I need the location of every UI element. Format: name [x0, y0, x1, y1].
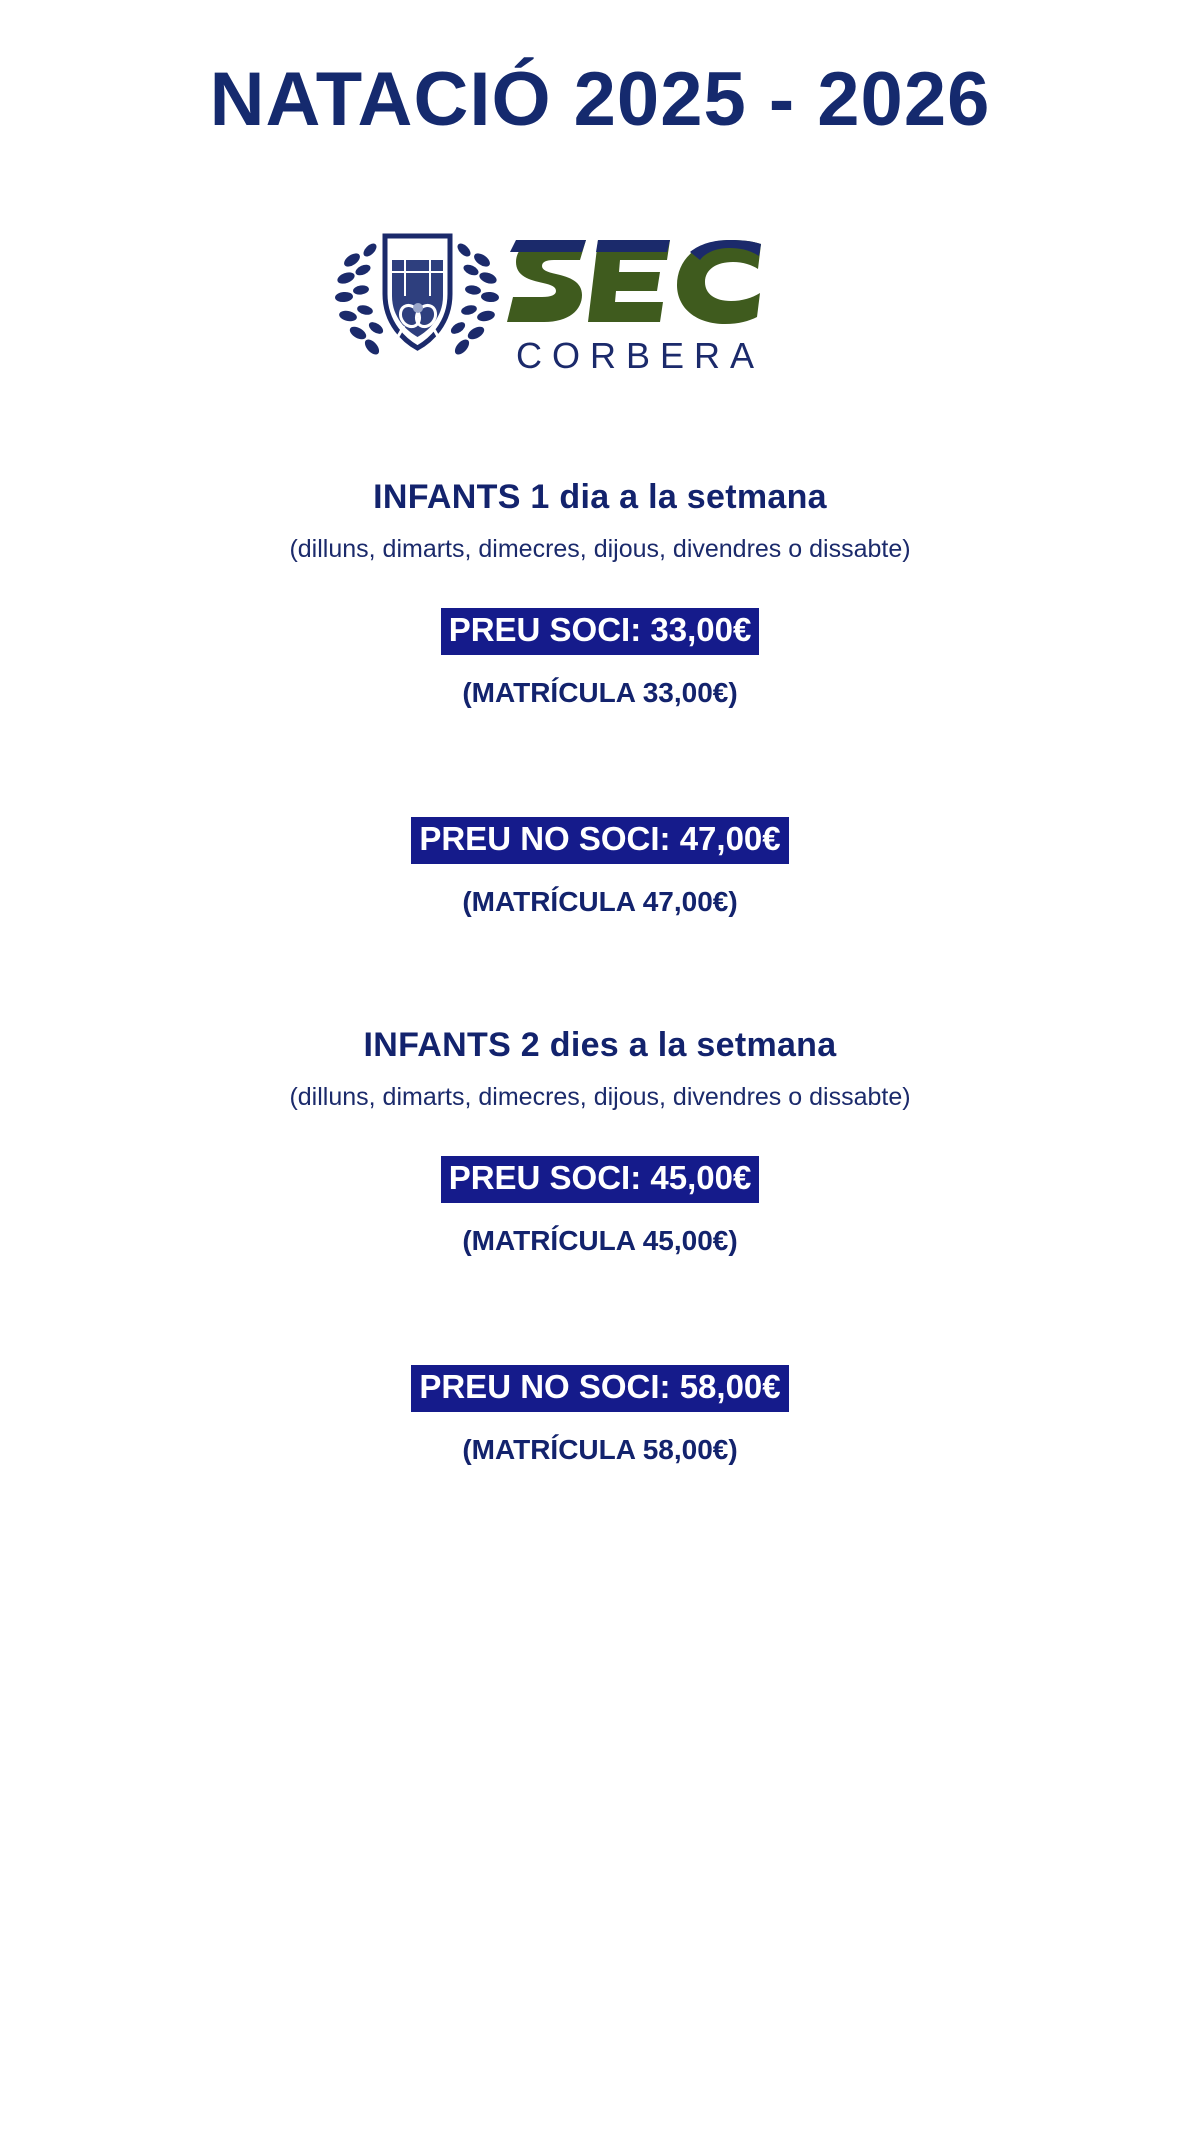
section-heading: INFANTS 1 dia a la setmana: [373, 477, 827, 516]
price-row-soci: [441, 608, 760, 655]
section-subtitle: (dilluns, dimarts, dimecres, dijous, divendres o dissabte): [289, 1082, 911, 1111]
section-infants-2-dies: [0, 1026, 1200, 1466]
section-infants-1-dia: [0, 478, 1200, 918]
price-row-no-soci: [411, 817, 788, 864]
page-title: NATACIÓ 2025 - 2026: [209, 57, 991, 142]
matricula-soci: (MATRÍCULA 33,00€): [462, 676, 738, 708]
matricula-soci: (MATRÍCULA 45,00€): [462, 1224, 738, 1256]
matricula-no-soci: (MATRÍCULA 47,00€): [462, 885, 738, 917]
svg-text:CORBERA: CORBERA: [515, 334, 765, 376]
price-badge-no-soci: PREU NO SOCI: 58,00€: [411, 1365, 788, 1412]
matricula-no-soci: (MATRÍCULA 58,00€): [462, 1433, 738, 1465]
sec-corbera-logo-graphic: [330, 198, 870, 388]
price-badge-soci: PREU SOCI: 33,00€: [441, 608, 760, 655]
price-badge-no-soci: PREU NO SOCI: 47,00€: [411, 817, 788, 864]
section-heading: INFANTS 2 dies a la setmana: [363, 1025, 837, 1064]
logo: [320, 198, 880, 388]
price-badge-soci: PREU SOCI: 45,00€: [441, 1156, 760, 1203]
section-subtitle: (dilluns, dimarts, dimecres, dijous, divendres o dissabte): [289, 534, 911, 563]
price-row-no-soci: [411, 1365, 788, 1412]
price-row-soci: [441, 1156, 760, 1203]
